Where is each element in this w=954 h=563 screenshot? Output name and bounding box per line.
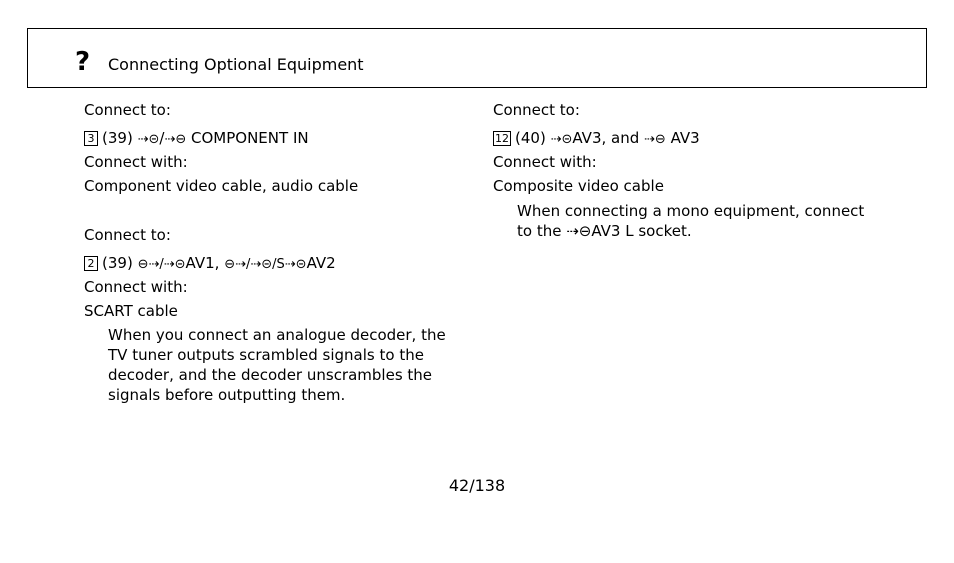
connection-item-av3 bbox=[493, 128, 700, 150]
connect-to-label: Connect to: bbox=[84, 101, 171, 119]
connect-with-label: Connect with: bbox=[84, 153, 188, 171]
note-text: When you connect an analogue decoder, the TV tuner outputs scrambled signals to the decoder, and the decoder unscrambles the signals before outputting them. bbox=[108, 326, 446, 404]
separator: / bbox=[159, 129, 165, 147]
connection-item-component bbox=[84, 128, 309, 150]
item-label-av2: AV2 bbox=[306, 254, 336, 272]
cable-type: Composite video cable bbox=[493, 177, 664, 195]
item-label-av3-audio: AV3 bbox=[670, 129, 700, 147]
item-label: COMPONENT IN bbox=[191, 129, 309, 147]
item-label-av3: AV3, and bbox=[572, 129, 640, 147]
page-reference-link[interactable]: (40) bbox=[515, 129, 546, 147]
item-label-av1: AV1, bbox=[185, 254, 220, 272]
page-reference-link[interactable]: (39) bbox=[102, 129, 133, 147]
page-title: Connecting Optional Equipment bbox=[108, 55, 364, 74]
cable-type: Component video cable, audio cable bbox=[84, 177, 359, 195]
audio-input-icon: ⇢⊖ bbox=[644, 132, 666, 147]
item-number-badge: 2 bbox=[84, 256, 98, 271]
item-number-badge: 12 bbox=[495, 132, 509, 145]
audio-input-icon: ⇢⊖ bbox=[164, 132, 187, 147]
connection-item-scart bbox=[84, 253, 336, 275]
component-input-icon: ⇢⊝ bbox=[137, 132, 160, 147]
video-input-icon: ⇢⊝ bbox=[550, 132, 573, 147]
header-box bbox=[27, 28, 927, 88]
connect-to-label: Connect to: bbox=[493, 101, 580, 119]
scart-av2-icon: ⊖⇢/⇢⊝/S⇢⊝ bbox=[224, 257, 307, 272]
page-number: 42/138 bbox=[448, 476, 506, 495]
cable-type: SCART cable bbox=[84, 302, 178, 320]
note-text: When connecting a mono equipment, connect to the ⇢⊖AV3 L socket. bbox=[517, 202, 865, 240]
help-question-icon[interactable]: ? bbox=[75, 47, 91, 77]
scart-av1-icon: ⊖⇢/⇢⊝ bbox=[137, 257, 186, 272]
connect-with-label: Connect with: bbox=[84, 278, 188, 296]
connect-to-label: Connect to: bbox=[84, 226, 171, 244]
item-number-badge: 3 bbox=[84, 131, 98, 146]
connect-with-label: Connect with: bbox=[493, 153, 597, 171]
page-reference-link[interactable]: (39) bbox=[102, 254, 133, 272]
